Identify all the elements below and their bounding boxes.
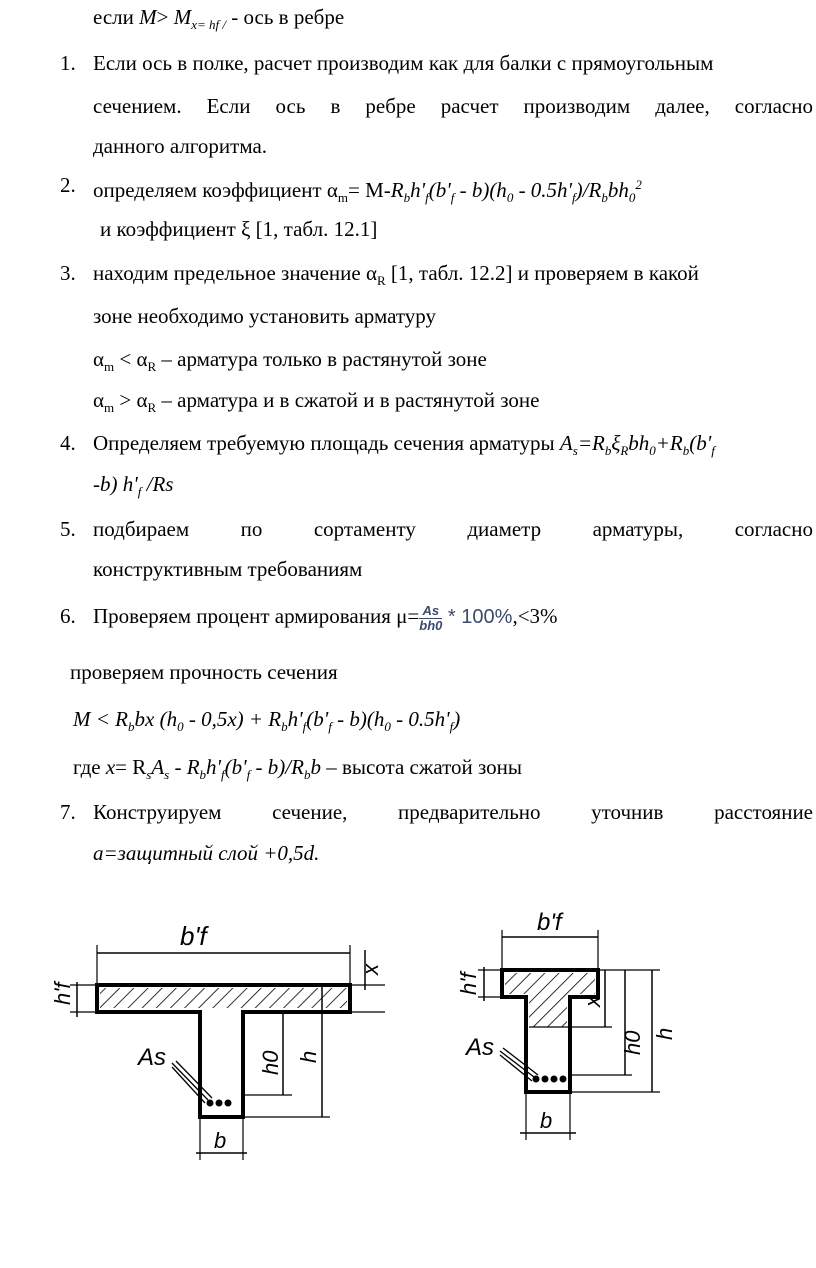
word: по <box>240 517 263 541</box>
x-label: x <box>580 996 605 1007</box>
word: согласно <box>734 94 813 118</box>
text: ) <box>453 707 461 731</box>
word: арматуры, <box>592 517 684 541</box>
rebar <box>542 1076 549 1083</box>
word: в <box>330 94 341 118</box>
h-label: h <box>296 1050 321 1063</box>
text: – арматура только в растянутой зоне <box>156 347 487 371</box>
text: h' <box>287 707 303 731</box>
word: далее, <box>655 94 710 118</box>
item-number: 7. <box>60 800 76 824</box>
text: A <box>151 755 165 779</box>
text: a=защитный слой +0,5d. <box>93 841 320 865</box>
text: находим предельное значение α <box>93 261 377 285</box>
h0-label: h0 <box>258 1050 283 1075</box>
fraction-numerator: As <box>422 602 440 618</box>
text: b <box>303 767 311 783</box>
text: определяем коэффициент α <box>93 178 338 202</box>
word: Если <box>206 94 251 118</box>
word: ребре <box>365 94 416 118</box>
text: b <box>604 443 612 459</box>
word: Конструируем <box>93 800 222 824</box>
text: x <box>105 755 116 779</box>
text: (b' <box>428 178 451 202</box>
text: α <box>93 388 105 412</box>
text: h' <box>410 178 426 202</box>
bf-label: b'f <box>537 909 562 936</box>
text: b <box>682 443 690 459</box>
item-number: 6. <box>60 604 76 628</box>
text: [1, табл. 12.2] и проверяем в какой <box>385 261 699 285</box>
text: f <box>425 190 429 206</box>
text: - b)(h <box>331 707 385 731</box>
text: Определяем требуемую площадь сечения арматуры <box>93 431 560 455</box>
text: ,<3% <box>512 604 558 628</box>
word: сечением. <box>93 94 182 118</box>
text: M <box>139 5 157 29</box>
text: m <box>104 359 115 375</box>
rebar <box>216 1100 223 1107</box>
word: согласно <box>734 517 813 541</box>
right-compressed-zone-flange <box>505 973 595 994</box>
bf-label: b'f <box>180 921 207 951</box>
item3-line2: зоне необходимо установить арматуру <box>93 304 437 328</box>
text: - R <box>169 755 200 779</box>
text: R <box>620 443 629 459</box>
fraction-denominator: bh0 <box>419 617 443 633</box>
text: f <box>302 719 307 735</box>
text: +R <box>655 431 683 455</box>
leader-line <box>500 1051 534 1077</box>
word: расстояние <box>714 800 813 824</box>
text: b <box>310 755 321 779</box>
word: расчет <box>440 94 499 118</box>
text: b <box>199 767 207 783</box>
text: -b) h' <box>93 472 138 496</box>
text: 2 <box>635 177 642 192</box>
text: R <box>376 273 386 289</box>
tbeam-figures <box>0 895 816 1195</box>
item2-line2: и коэффициент ξ [1, табл. 12.1] <box>100 217 378 241</box>
text: - 0,5x) + R <box>183 707 282 731</box>
item-number: 1. <box>60 51 76 75</box>
text: M < R <box>73 707 128 731</box>
item4-line2 <box>93 471 173 505</box>
text: ξ <box>611 431 621 455</box>
text: m <box>104 400 115 416</box>
rebar <box>225 1100 232 1107</box>
text: R <box>147 400 157 416</box>
text: 0 <box>177 719 184 735</box>
text: (b' <box>689 431 712 455</box>
text: bh <box>607 178 629 202</box>
left-tbeam <box>50 921 385 1160</box>
text: - 0.5h' <box>390 707 450 731</box>
text: f <box>246 767 251 783</box>
right-tbeam <box>456 909 677 1140</box>
item1-line2 <box>93 93 813 119</box>
text: f <box>137 484 142 500</box>
item-number: 2. <box>60 173 76 197</box>
item5-line1 <box>93 516 813 542</box>
text: > <box>156 5 174 29</box>
text: (b' <box>224 755 247 779</box>
reinforcement-fraction <box>419 604 442 633</box>
text: - b)/R <box>250 755 304 779</box>
rebar <box>551 1076 558 1083</box>
text: Проверяем процент армирования μ= <box>93 604 420 628</box>
word: ось <box>275 94 306 118</box>
h-label: h <box>652 1027 677 1040</box>
text: где <box>73 755 106 779</box>
text: 0 <box>628 190 636 206</box>
word: предварительно <box>398 800 541 824</box>
item1-line3: данного алгоритма. <box>93 134 268 158</box>
text: x= hf / <box>191 17 227 33</box>
text: – высота сжатой зоны <box>320 755 523 779</box>
b-label: b <box>214 1128 227 1153</box>
item-number: 4. <box>60 431 76 455</box>
right-compressed-zone-web <box>529 994 567 1027</box>
text: (b' <box>306 707 329 731</box>
item3-condition2 <box>93 387 539 421</box>
text: - 0.5h' <box>513 178 573 202</box>
text: s <box>146 767 152 783</box>
text: b <box>403 190 411 206</box>
text: 0 <box>649 443 656 459</box>
word: сортаменту <box>313 517 416 541</box>
hf-label: h'f <box>50 982 75 1005</box>
text: b <box>128 719 135 735</box>
hf-label: h'f <box>456 972 481 995</box>
item2-formula-line <box>93 172 642 211</box>
text: A <box>559 431 573 455</box>
text: – арматура и в сжатой и в растянутой зоне <box>156 388 540 412</box>
text: f <box>572 190 576 206</box>
text: s <box>572 443 578 459</box>
leader-line <box>176 1061 212 1098</box>
text: s <box>164 767 170 783</box>
text: > α <box>114 388 148 412</box>
text: f <box>711 443 715 459</box>
left-compressed-zone <box>100 988 347 1008</box>
text: если <box>93 5 140 29</box>
item5-line2: конструктивным требованиям <box>93 557 363 581</box>
text: h' <box>206 755 222 779</box>
word: сечение, <box>272 800 348 824</box>
text: m <box>337 190 348 206</box>
text: - b)(h <box>454 178 507 202</box>
item3-condition1 <box>93 346 487 380</box>
text: R <box>147 359 157 375</box>
text: bh <box>628 431 650 455</box>
word: диаметр <box>467 517 542 541</box>
text: /Rs <box>141 472 174 496</box>
text: )/R <box>575 178 602 202</box>
text: < α <box>114 347 148 371</box>
text: = R <box>115 755 147 779</box>
item-number: 5. <box>60 517 76 541</box>
text: f <box>328 719 332 735</box>
text: 0 <box>506 190 514 206</box>
rebar <box>560 1076 567 1083</box>
item7-line2 <box>93 840 319 866</box>
b-label: b <box>540 1108 553 1133</box>
rebar <box>207 1100 214 1107</box>
x-label: x <box>358 964 383 975</box>
text: f <box>450 190 455 206</box>
text: α <box>93 347 105 371</box>
word: производим <box>523 94 631 118</box>
text: = М- <box>348 178 391 202</box>
leader-line <box>172 1063 208 1100</box>
as-label: As <box>138 1044 167 1071</box>
item-number: 3. <box>60 261 76 285</box>
item7-line1 <box>93 799 813 825</box>
text: - ось в ребре <box>226 5 345 29</box>
text: 0 <box>384 719 391 735</box>
item6-line <box>93 603 558 633</box>
word: уточнив <box>591 800 664 824</box>
text: f <box>221 767 225 783</box>
word: подбираем <box>93 517 190 541</box>
text: =R <box>577 431 605 455</box>
check-title: проверяем прочность сечения <box>70 660 338 684</box>
item4-line1 <box>93 430 715 464</box>
text: bx (h <box>134 707 178 731</box>
check-where-line <box>73 754 522 788</box>
percent-multiplier: * 100% <box>442 606 513 628</box>
top-condition-line <box>93 4 344 38</box>
check-formula <box>73 706 460 740</box>
text: f <box>449 719 454 735</box>
text: M <box>173 5 192 29</box>
h0-label: h0 <box>620 1030 645 1055</box>
text: R <box>390 178 404 202</box>
item1-line1: Если ось в полке, расчет производим как для балки с прямоугольным <box>93 51 714 75</box>
text: b <box>601 190 608 206</box>
text: b <box>281 719 288 735</box>
as-label: As <box>466 1034 495 1061</box>
item3-line1 <box>93 260 699 294</box>
